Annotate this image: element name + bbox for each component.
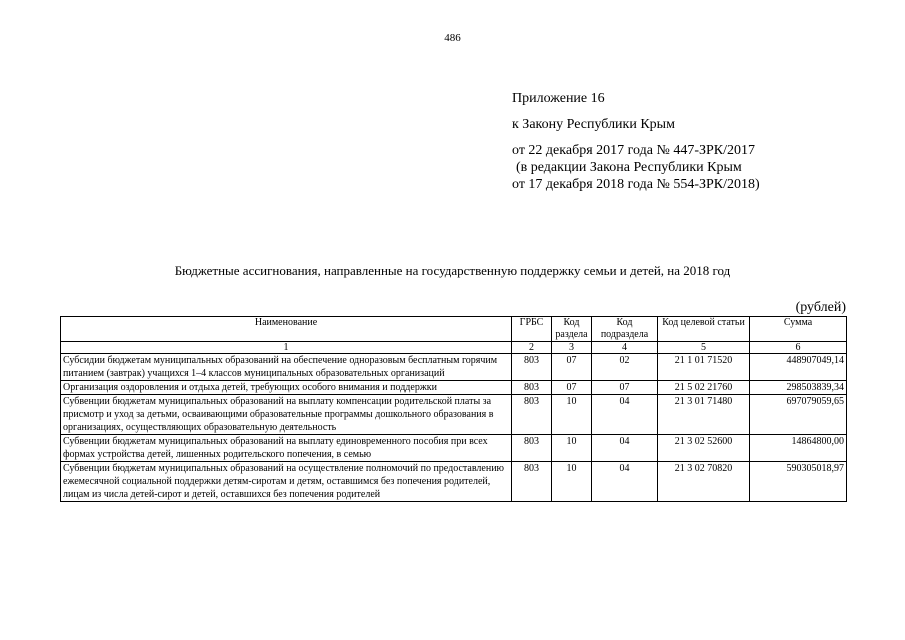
row-subsection: 04 xyxy=(592,435,658,462)
row-target: 21 1 01 71520 xyxy=(658,354,750,381)
page-number: 486 xyxy=(444,32,461,44)
row-target: 21 3 02 70820 xyxy=(658,462,750,502)
row-name: Субсидии бюджетам муниципальных образований на обеспечение одноразовым бесплатным горячим питанием (завтрак) учащихся 1–4 классов муниципальных образовательных организаций xyxy=(61,354,512,381)
table-row xyxy=(61,462,847,502)
appendix-edition-date: от 17 декабря 2018 года № 554-ЗРК/2018) xyxy=(512,177,760,192)
row-subsection: 07 xyxy=(592,381,658,395)
row-name: Субвенции бюджетам муниципальных образований на осуществление полномочий по предоставлению ежемесячной социальной поддержки детям-сиротам и детям, оставшимся без попечения родителей, лицам из числа детей-сирот и детей, оставшихся без попечения родителей xyxy=(61,462,512,502)
row-target: 21 3 02 52600 xyxy=(658,435,750,462)
row-section: 10 xyxy=(552,462,592,502)
row-name: Субвенции бюджетам муниципальных образований на выплату единовременного пособия при всех формах устройства детей, лишенных родительского попечения, в семью xyxy=(61,435,512,462)
table-row xyxy=(61,354,847,381)
appendix-law-reference: к Закону Республики Крым xyxy=(512,117,675,132)
appendix-header xyxy=(512,90,872,193)
column-number: 2 xyxy=(512,342,552,354)
row-target: 21 5 02 21760 xyxy=(658,381,750,395)
row-subsection: 04 xyxy=(592,395,658,435)
appendix-edition-note: (в редакции Закона Республики Крым xyxy=(516,160,742,175)
row-section: 07 xyxy=(552,381,592,395)
row-amount: 298503839,34 xyxy=(750,381,847,395)
column-number: 4 xyxy=(592,342,658,354)
row-target: 21 3 01 71480 xyxy=(658,395,750,435)
row-name: Организация оздоровления и отдыха детей, требующих особого внимания и поддержки xyxy=(61,381,512,395)
row-amount: 590305018,97 xyxy=(750,462,847,502)
column-number: 3 xyxy=(552,342,592,354)
row-amount: 14864800,00 xyxy=(750,435,847,462)
appendix-law-date: от 22 декабря 2017 года № 447-ЗРК/2017 xyxy=(512,143,756,158)
row-grbs: 803 xyxy=(512,381,552,395)
row-section: 10 xyxy=(552,435,592,462)
header-target-code: Код целевой статьи xyxy=(658,317,750,342)
row-amount: 448907049,14 xyxy=(750,354,847,381)
header-amount: Сумма xyxy=(750,317,847,342)
row-grbs: 803 xyxy=(512,354,552,381)
row-name: Субвенции бюджетам муниципальных образований на выплату компенсации родительской платы за присмотр и уход за детьми, осваивающими образовательные программы дошкольного образования в организациях, осуществляющих образовательную деятельность xyxy=(61,395,512,435)
budget-table xyxy=(60,316,847,502)
row-section: 10 xyxy=(552,395,592,435)
row-grbs: 803 xyxy=(512,462,552,502)
appendix-number: Приложение 16 xyxy=(512,91,605,106)
table-header-row xyxy=(61,317,847,342)
header-section-code: Код раздела xyxy=(552,317,592,342)
column-number-row xyxy=(61,342,847,354)
row-section: 07 xyxy=(552,354,592,381)
row-grbs: 803 xyxy=(512,395,552,435)
table-row xyxy=(61,395,847,435)
table-row xyxy=(61,381,847,395)
row-grbs: 803 xyxy=(512,435,552,462)
row-subsection: 02 xyxy=(592,354,658,381)
column-number: 5 xyxy=(658,342,750,354)
column-number: 6 xyxy=(750,342,847,354)
column-number: 1 xyxy=(61,342,512,354)
row-amount: 697079059,65 xyxy=(750,395,847,435)
document-title: Бюджетные ассигнования, направленные на государственную поддержку семьи и детей, на 2018 год xyxy=(174,263,731,278)
units-label: (рублей) xyxy=(795,300,846,315)
header-subsection-code: Код подраздела xyxy=(592,317,658,342)
header-name: Наименование xyxy=(61,317,512,342)
row-subsection: 04 xyxy=(592,462,658,502)
header-grbs: ГРБС xyxy=(512,317,552,342)
table-row xyxy=(61,435,847,462)
